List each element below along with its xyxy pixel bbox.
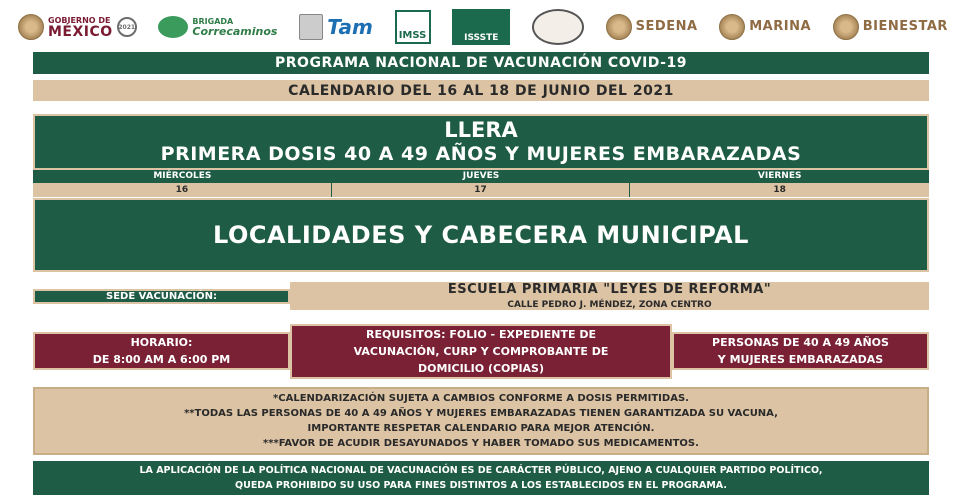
sede-address: CALLE PEDRO J. MÉNDEZ, ZONA CENTRO (507, 300, 712, 310)
imss-emblem-icon: IMSS (395, 10, 431, 44)
footer-line: LA APLICACIÓN DE LA POLÍTICA NACIONAL DE VACUNACIÓN ES DE CARÁCTER PÚBLICO, AJENO A CUALQUIER PARTIDO POLÍTICO, (139, 465, 823, 476)
notes-box (33, 387, 929, 455)
note-line: *CALENDARIZACIÓN SUJETA A CAMBIOS CONFORME A DOSIS PERMITIDAS. (273, 393, 689, 404)
calendar-title: CALENDARIO DEL 16 AL 18 DE JUNIO DEL 2021 (33, 80, 929, 101)
sede-label: SEDE VACUNACIÓN: (33, 289, 290, 304)
sedena-text: SEDENA (635, 19, 698, 34)
bienestar-seal-icon (833, 14, 859, 40)
sede-row (33, 277, 929, 315)
sede-name: ESCUELA PRIMARIA "LEYES DE REFORMA" (447, 282, 772, 297)
requisitos-line: REQUISITOS: FOLIO - EXPEDIENTE DE (366, 327, 596, 341)
brigada-line1: BRIGADA (192, 16, 234, 26)
horario-label: HORARIO: (130, 336, 193, 349)
horario-cell (33, 332, 290, 370)
target-group: PRIMERA DOSIS 40 A 49 AÑOS Y MUJERES EMBARAZADAS (160, 143, 802, 165)
correcaminos-bird-icon (158, 16, 188, 38)
requisitos-cell (290, 324, 672, 379)
municipality-header (33, 114, 929, 170)
requisitos-line: VACUNACIÓN, CURP Y COMPROBANTE DE (353, 344, 609, 358)
sedena-logo (606, 14, 698, 40)
info-row (33, 322, 929, 380)
gobierno-de-mexico-logo (18, 14, 137, 40)
note-line: ***FAVOR DE ACUDIR DESAYUNADOS Y HABER TOMADO SUS MEDICAMENTOS. (263, 438, 699, 449)
day-date: 17 (332, 183, 631, 197)
bienestar-logo (833, 14, 948, 40)
tam-text: Tam (327, 14, 373, 39)
gobierno-line2: MÉXICO (48, 23, 113, 40)
sedena-seal-icon (606, 14, 632, 40)
note-line: **TODAS LAS PERSONAS DE 40 A 49 AÑOS Y MUJERES EMBARAZADAS TIENEN GARANTIZADA SU VACUNA, (184, 408, 778, 419)
marina-seal-icon (719, 14, 745, 40)
sede-value (290, 282, 929, 310)
note-line: IMPORTANTE RESPETAR CALENDARIO PARA MEJOR ATENCIÓN. (307, 423, 655, 434)
tamaulipas-crest-icon (299, 14, 323, 40)
day-column (33, 170, 332, 197)
personas-line: PERSONAS DE 40 A 49 AÑOS (712, 336, 889, 349)
program-title: PROGRAMA NACIONAL DE VACUNACIÓN COVID-19 (33, 52, 929, 74)
issste-logo (452, 9, 510, 45)
localities-heading: LOCALIDADES Y CABECERA MUNICIPAL (33, 198, 929, 272)
day-column (332, 170, 631, 197)
day-date: 18 (630, 183, 929, 197)
day-column (630, 170, 929, 197)
imss-logo (395, 10, 431, 44)
personas-cell (672, 332, 929, 370)
brigada-correcaminos-logo (158, 16, 277, 38)
day-date: 16 (33, 183, 332, 197)
logo-bar (18, 6, 948, 48)
eagle-seal-icon (532, 9, 584, 45)
national-seal-icon (18, 14, 44, 40)
salud-seal-logo (532, 9, 584, 45)
marina-logo (719, 14, 811, 40)
bienestar-text: BIENESTAR (862, 19, 948, 34)
brigada-line2: Correcaminos (192, 24, 278, 38)
days-row (33, 170, 929, 197)
marina-text: MARINA (749, 19, 812, 34)
tamaulipas-logo (299, 14, 373, 40)
requisitos-line: DOMICILIO (COPIAS) (417, 361, 545, 375)
horario-value: DE 8:00 AM A 6:00 PM (92, 353, 231, 366)
municipality-name: LLERA (444, 118, 518, 142)
personas-line: Y MUJERES EMBARAZADAS (717, 353, 884, 366)
day-name: VIERNES (630, 170, 929, 183)
issste-emblem-icon: ISSSTE (452, 9, 510, 45)
gobierno-line1: GOBIERNO DE (48, 15, 111, 25)
day-name: JUEVES (332, 170, 631, 183)
day-name: MIÉRCOLES (33, 170, 332, 183)
badge-2021-icon: 2021 (117, 17, 137, 37)
legal-footer (33, 461, 929, 495)
footer-line: QUEDA PROHIBIDO SU USO PARA FINES DISTINTOS A LOS ESTABLECIDOS EN EL PROGRAMA. (235, 480, 727, 491)
